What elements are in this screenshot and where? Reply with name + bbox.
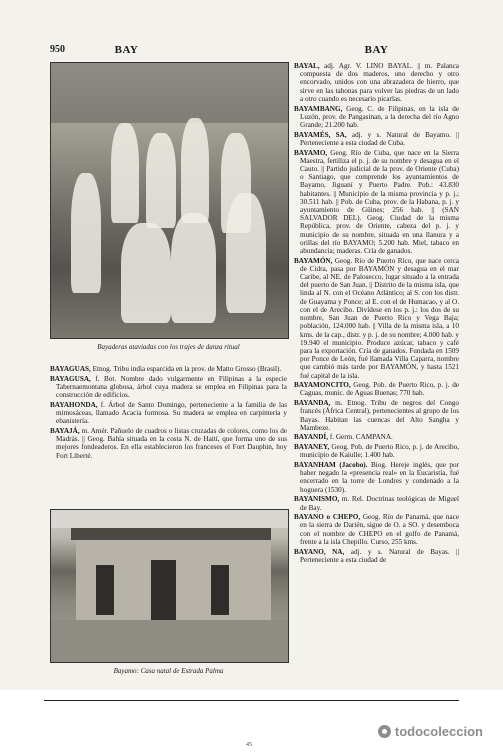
bayaderas-photo (50, 62, 289, 339)
left-column (50, 365, 287, 461)
entry: BAYAMÉS, SA, adj. y s. Natural de Bayamo. || Perteneciente a esta ciudad de Cuba. (294, 130, 459, 147)
entry: BAYAGUAS, Etnog. Tribu india esparcida en la prov. de Matto Grosso (Brasil). (50, 365, 282, 373)
watermark (378, 724, 483, 739)
page-number: 950 (50, 44, 65, 55)
entry: BAYANEY, Geog. Pob. de Puerto Rico, p. j. de Arecibo, municipio de Kaiulle; 1.400 hab. (294, 443, 459, 460)
entry: BAYANISMO, m. Rel. Doctrinas teológicas de Miguel de Bay. (294, 495, 459, 512)
watermark-logo-icon (378, 725, 391, 738)
entry: BAYAMÓN, Geog. Río de Puerto Rico, que nace cerca de Cidra, pasa por BAYAMÓN y desagua en el mar Caribe, al NE. de Palosecco, lugar situado a la entrada del puerto de San Juan. || Distrito de la misma isla, que linda al N. con el Océano Atlántico; al S. con los distr. de Guayama y Ponce; al E. con el de Humacao, y al O. con el de Arecibo. Divídese en los p. j.: los dos de su nombre, San Juan de Puerto Rico y Vega Baja; población, 124.000 hab. || Villa de la misma isla, a 10 kms. de la cap., distr. y p. j. de su nombre; 4.000 hab. y 19.940 el municipio. Produce azúcar, tabaco y café para la exportación. Cría de ganados. Fundada en 1509 por Ponce de León, fué llamada Villa Caparra, nombre que cambió más tarde por BAYAMÓN, y hasta 1521 fué capital de la isla. (294, 256, 459, 380)
page-header (0, 44, 503, 58)
entry: BAYANDA, m. Etnog. Tribu de negros del Congo francés (África Central), pertenecientes al grupo de los Bayas. Habitan las cuencas del Alto Sangha y Mambeze. (294, 399, 459, 432)
entry: BAYAHONDA, f. Árbol de Santo Domingo, perteneciente a la familia de las mimosáceas, llamado Acacia formosa. Su madera se emplea en carpintería y ebanistería. (50, 400, 287, 426)
entry: BAYANDÍ, f. Germ. CAMPANA. (294, 433, 393, 442)
estrada-palma-house-photo (50, 509, 289, 663)
bottom-rule (44, 700, 459, 701)
right-column (294, 62, 459, 565)
entry: BAYAMBANG, Geog. C. de Filipinas, en la isla de Luzón, prov. de Pangasinan, a la derecha del río Agno Grande; 21.200 hab. (294, 104, 459, 129)
entry: BAYAL, adj. Agr. V. LINO BAYAL. || m. Palanca compuesta de dos maderos, uno derecho y otro encorvado, unidos con una abrazadera de hierro, que sirve en las tahonas para volver las piedras de un lado a otro cuando es necesario picarlas. (294, 62, 459, 103)
entry: BAYAJÁ, m. Amér. Pañuelo de cuadros o listas cruzadas de colores, como los de Madrás. || Geog. Bahía situada en la costa N. de Haití, que forma uno de sus mejores fondeaderos. En ella establecieron los franceses el Fort Dauphin, hoy Fort Liberté. (50, 426, 287, 460)
entry: BAYAMONCITO, Geog. Pob. de Puerto Rico, p. j. de Caguas, munic. de Aguas Buenas; 770 hab. (294, 381, 459, 398)
entry: BAYAMO, Geog. Río de Cuba, que nace en la Sierra Maestra, fertiliza el p. j. de su nombre y desagua en el Cauto. || Partido judicial de la prov. de Oriente (Cuba) o Santiago, que comprende los ayuntamientos de Bayamo, Jiguaní y Puerto Padre. Pob.: 43.830 habitantes. || Municipio de la misma provincia y p. j.; 30.511 hab. || Pob. de Cuba, prov. de la Habana, p. j. y ayuntamiento de Güines; 256 hab. || (SAN SALVADOR DEL). Geog. Ciudad de la misma República, prov. de Oriente, cabeza del p. j. y municipio de su nombre, situada en una llanura y a orillas del río BAYAMO; 5.200 hab. Miel, tabaco en abundancia; maderas. Cría de ganados. (294, 148, 459, 255)
right-running-head: BAY (364, 44, 389, 56)
entry: BAYANO, NA, adj. y s. Natural de Bayas. || Perteneciente a esta ciudad de (294, 547, 459, 564)
left-running-head: BAY (114, 44, 139, 56)
footnote: 45 (246, 742, 252, 748)
entry: BAYAGUSA, f. Bot. Nombre dado vulgarmente en Filipinas a la especie Tabernaemontana globosa, árbol cuya madera se emplea en Filipinas para la construcción de edificios. (50, 374, 287, 400)
entry: BAYANO o CHEPO, Geog. Río de Panamá, que nace en la sierra de Darién, sigue de O. a SO. y desemboca con el nombre de CHEPO en el golfo de Panamá, frente a la isla Chepillo. Curso, 255 kms. (294, 513, 459, 546)
photo1-caption: Bayaderas ataviadas con los trajes de danza ritual (97, 343, 240, 351)
entry: BAYANHAM (Jacobo). Biog. Hereje inglés, que por haber negado la «presencia real» en la Eucaristía, fué encerrado en la torre de Londres y condenado a la hoguera (1530). (294, 461, 459, 494)
watermark-text: todocoleccion (394, 724, 483, 739)
photo2-caption: Bayamo: Casa natal de Estrada Palma (113, 667, 224, 675)
